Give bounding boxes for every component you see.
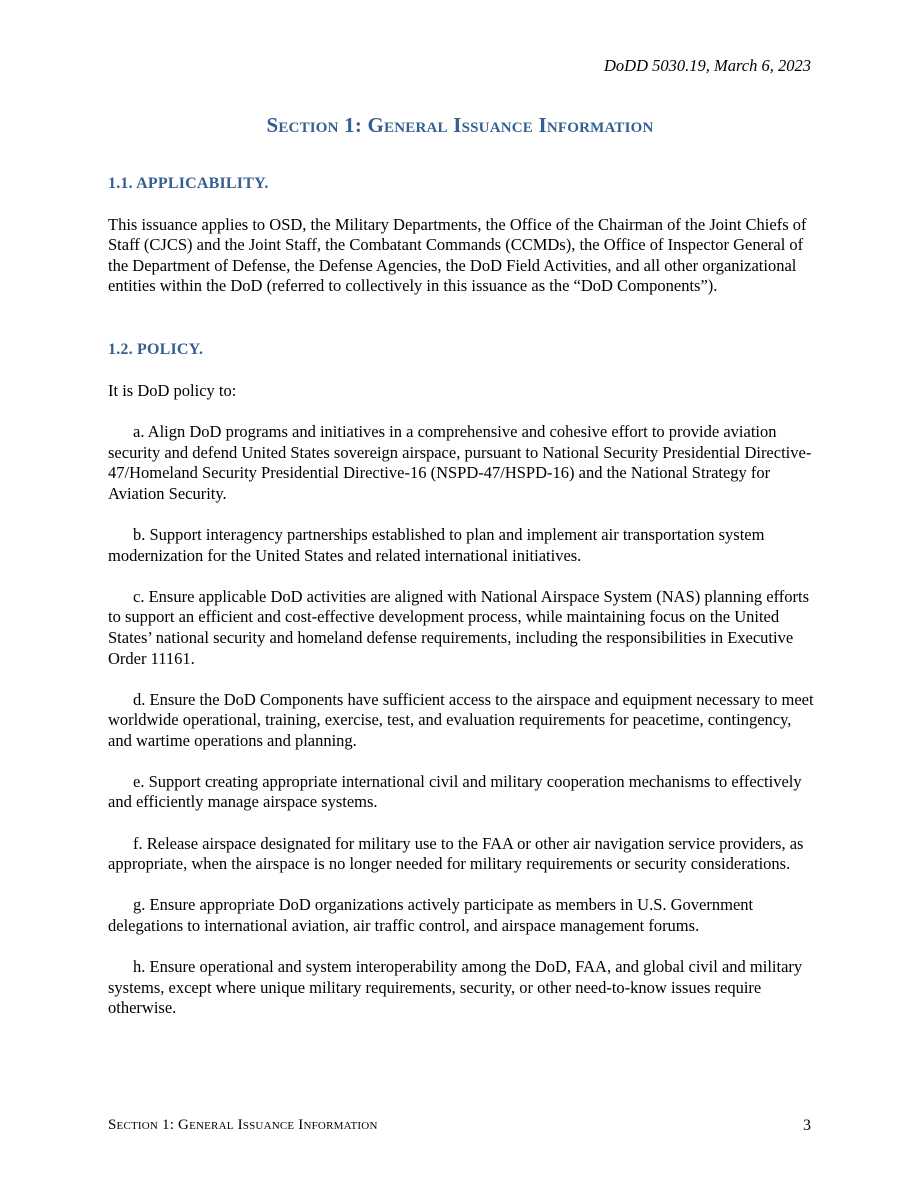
policy-heading: 1.2. POLICY. xyxy=(108,341,204,359)
applicability-paragraph: This issuance applies to OSD, the Military Departments, the Office of the Chairman of the Joint Chiefs of Staff (CJCS) and the Joint Staff, the Combatant Commands (CCMDs), the Office of Inspector General of the Department of Defense, the Defense Agencies, the DoD Field Activities, and all other organizational entities within the DoD (referred to collectively in this issuance as the “DoD Components”). xyxy=(108,214,807,296)
policy-item-e: e. Support creating appropriate international civil and military cooperation mechanisms to effectively and efficiently manage airspace systems. xyxy=(108,771,802,812)
policy-item-f: f. Release airspace designated for military use to the FAA or other air navigation service providers, as appropriate, when the airspace is no longer needed for military requirements or security considerations. xyxy=(108,833,804,874)
policy-item-d: d. Ensure the DoD Components have sufficient access to the airspace and equipment necessary to meet worldwide operational, training, exercise, test, and evaluation requirements for peacetime, contingency, and wartime operations and planning. xyxy=(108,689,814,750)
document-reference: DoDD 5030.19, March 6, 2023 xyxy=(604,56,811,75)
page-number: 3 xyxy=(803,1117,811,1134)
policy-intro: It is DoD policy to: xyxy=(108,381,237,401)
applicability-heading: 1.1. APPLICABILITY. xyxy=(108,175,269,192)
document-body xyxy=(108,174,814,1039)
policy-item-h: h. Ensure operational and system interoperability among the DoD, FAA, and global civil and military systems, except where unique military requirements, security, or other need-to-know issues require otherwise. xyxy=(108,956,803,1018)
policy-item-a: a. Align DoD programs and initiatives in a comprehensive and cohesive effort to provide aviation security and defend United States sovereign airspace, pursuant to National Security Presidential Directive-47/Homeland Security Presidential Directive-16 (NSPD-47/HSPD-16) and the National Strategy for Aviation Security. xyxy=(108,422,812,503)
policy-item-b: b. Support interagency partnerships established to plan and implement air transportation system modernization for the United States and related international initiatives. xyxy=(108,525,765,565)
section-title: Section 1: General Issuance Information xyxy=(266,113,654,137)
footer-section-title: Section 1: General Issuance Information xyxy=(108,1117,378,1133)
policy-item-c: c. Ensure applicable DoD activities are aligned with National Airspace System (NAS) planning efforts to support an efficient and cost-effective development process, while maintaining focus on the United States’ national security and homeland defense requirements, including the responsibilities in Executive Order 11161. xyxy=(108,586,810,668)
policy-item-g: g. Ensure appropriate DoD organizations actively participate as members in U.S. Government delegations to international aviation, air traffic control, and airspace management forums. xyxy=(108,895,754,935)
